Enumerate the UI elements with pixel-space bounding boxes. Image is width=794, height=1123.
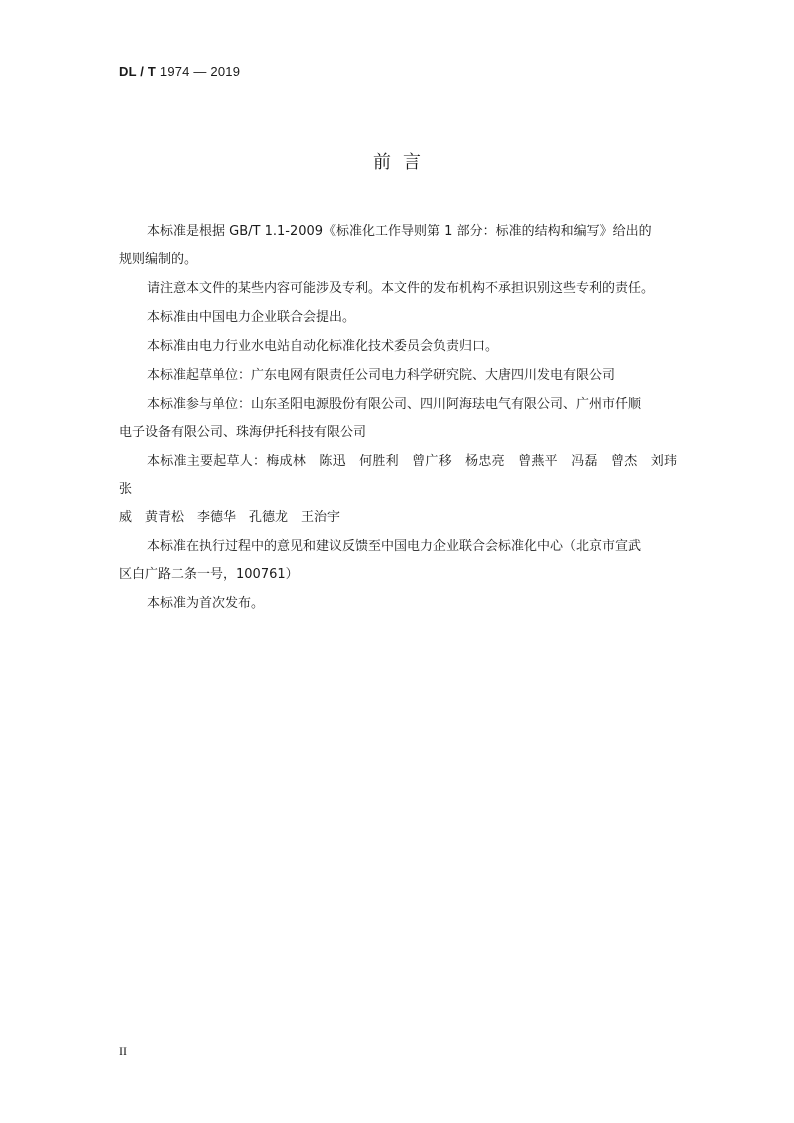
- paragraph-line: 威 黄青松 李德华 孔德龙 王治宇: [119, 510, 341, 525]
- paragraph-proposer: [119, 304, 677, 332]
- paragraph-line: 本标准参与单位：山东圣阳电源股份有限公司、四川阿海珐电气有限公司、广州市仟顺: [147, 397, 642, 412]
- paragraph-line: 规则编制的。: [119, 252, 198, 267]
- paragraph-administrator: [119, 333, 677, 361]
- paragraph-line: 电子设备有限公司、珠海伊托科技有限公司: [119, 425, 367, 440]
- paragraph-drafters: [119, 448, 691, 532]
- paragraph-feedback: [119, 533, 677, 589]
- page-number: II: [119, 1044, 127, 1058]
- paragraph-line: 本标准由电力行业水电站自动化标准化技术委员会负责归口。: [147, 339, 499, 354]
- foreword-body: [119, 218, 691, 619]
- paragraph-drafting-units: [119, 362, 677, 390]
- paragraph-line: 本标准为首次发布。: [147, 596, 265, 611]
- paragraph-line: 区白广路二条一号，100761）: [119, 567, 299, 582]
- paragraph-line: 本标准起草单位：广东电网有限责任公司电力科学研究院、大唐四川发电有限公司: [147, 368, 616, 383]
- paragraph-basis: [119, 218, 677, 274]
- paragraph-line: 本标准在执行过程中的意见和建议反馈至中国电力企业联合会标准化中心（北京市宣武: [147, 539, 642, 554]
- document-code-prefix: DL / T: [119, 64, 157, 79]
- paragraph-participating-units: [119, 391, 677, 447]
- paragraph-line: 本标准是根据 GB/T 1.1-2009《标准化工作导则第 1 部分：标准的结构和编写》给出的: [147, 224, 652, 239]
- paragraph-first-release: [119, 590, 677, 618]
- paragraph-line: 请注意本文件的某些内容可能涉及专利。本文件的发布机构不承担识别这些专利的责任。: [147, 281, 655, 296]
- paragraph-line: 本标准主要起草人：梅成林 陈迅 何胜利 曾广移 杨忠亮 曾燕平 冯磊 曾杰 刘玮 张: [119, 454, 691, 497]
- page-title: 前言: [373, 152, 433, 173]
- paragraph-patent-notice: [119, 275, 677, 303]
- document-code-number: 1974 — 2019: [156, 64, 241, 79]
- paragraph-line: 本标准由中国电力企业联合会提出。: [147, 310, 356, 325]
- document-code-header: [119, 64, 240, 79]
